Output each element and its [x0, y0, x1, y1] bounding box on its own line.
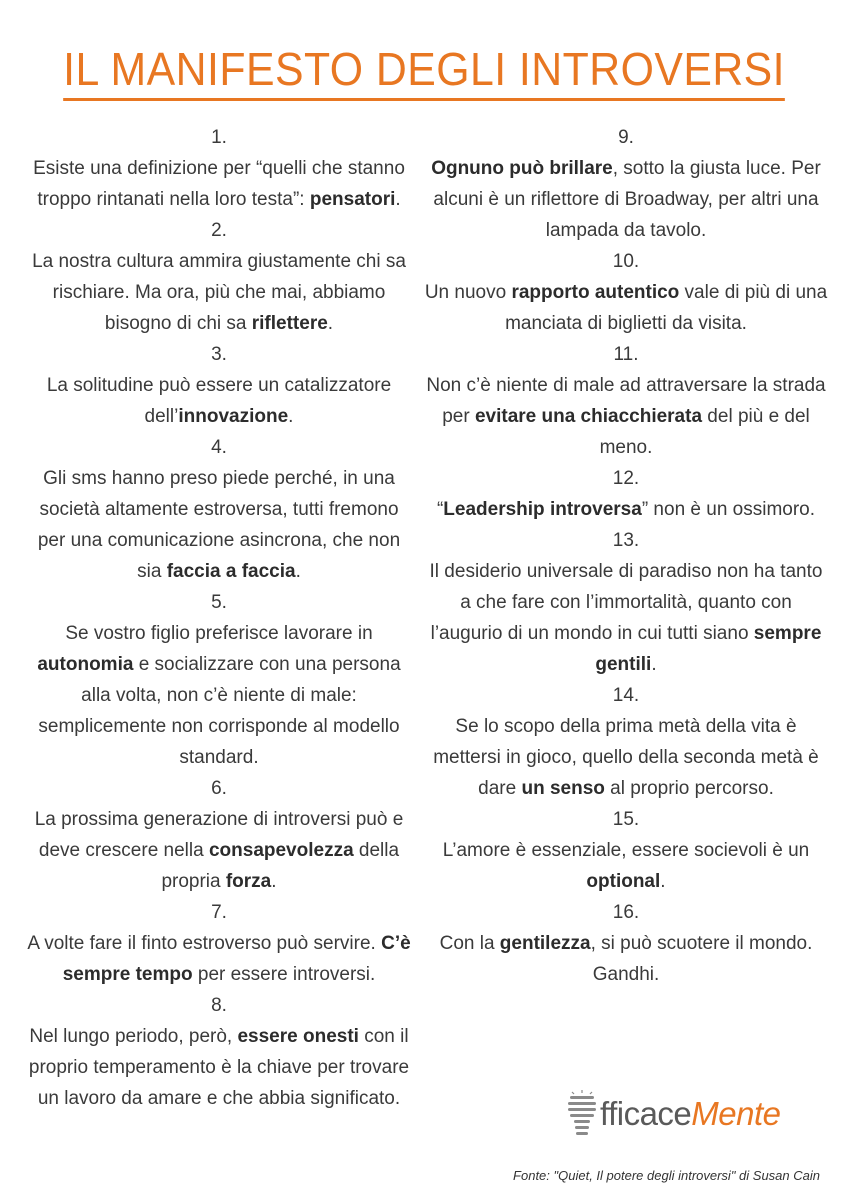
item-text-segment: al proprio percorso.	[604, 778, 774, 799]
item-text-segment: del più e del meno.	[599, 406, 810, 458]
logo-wordmark	[600, 1094, 781, 1134]
item-text-segment: A volte fare il finto estroverso può servire.	[27, 933, 382, 954]
item-text-bold: un senso	[521, 778, 605, 799]
item-text-bold: essere onesti	[237, 1026, 359, 1047]
manifesto-item	[424, 897, 828, 990]
item-text	[424, 556, 828, 680]
item-text-segment: La prossima generazione di introversi può e deve crescere nella	[34, 809, 404, 861]
item-number: 2.	[211, 220, 227, 241]
item-text-bold: pensatori	[309, 189, 396, 210]
item-text-bold: faccia a faccia	[166, 561, 296, 582]
item-text-segment: .	[651, 654, 657, 675]
item-number: 7.	[211, 902, 227, 923]
manifesto-item	[424, 804, 828, 897]
manifesto-item	[24, 432, 414, 587]
item-text-segment: .	[271, 871, 277, 892]
item-text-segment: Esiste una definizione per “quelli che stanno troppo rintanati nella loro testa”:	[33, 158, 405, 210]
item-text-bold: C’è sempre tempo	[62, 933, 411, 985]
item-text	[24, 618, 414, 773]
item-text-bold: Leadership introversa	[443, 499, 642, 520]
item-text-segment: Un nuovo	[424, 282, 512, 303]
manifesto-item	[24, 587, 414, 773]
left-column	[24, 122, 414, 1114]
source-credit: Fonte: "Quiet, Il potere degli introversi" di Susan Cain	[513, 1168, 820, 1183]
item-text-bold: rapporto autentico	[511, 282, 680, 303]
item-text	[24, 804, 414, 897]
item-text-bold: evitare una chiacchierata	[474, 406, 703, 427]
item-text-segment: .	[327, 313, 334, 334]
item-number: 14.	[612, 685, 640, 706]
item-text-bold: consapevolezza	[208, 840, 354, 861]
item-text	[24, 153, 414, 215]
item-text-bold: gentilezza	[499, 933, 591, 954]
logo-word-part1: fficace	[600, 1095, 692, 1132]
item-number: 11.	[613, 344, 639, 365]
title-container	[0, 44, 848, 101]
item-text-segment: L’amore è essenziale, essere socievoli è un	[442, 840, 810, 861]
manifesto-item	[24, 990, 414, 1114]
item-text-segment: , sotto la giusta luce. Per alcuni è un riflettore di Broadway, per altri una lampada da tavolo.	[433, 158, 821, 241]
manifesto-item	[24, 122, 414, 215]
item-text-segment: e socializzare con una persona alla volta, non c’è niente di male: semplicemente non corrisponde al modello standard.	[38, 654, 401, 768]
item-text	[24, 928, 414, 990]
item-text-segment: Se vostro figlio preferisce lavorare in	[65, 623, 373, 644]
manifesto-item	[424, 525, 828, 680]
item-text-segment: ” non è un ossimoro.	[641, 499, 816, 520]
manifesto-item	[424, 246, 828, 339]
logo-word-part2: Mente	[691, 1095, 781, 1132]
manifesto-item	[424, 680, 828, 804]
item-text-bold: innovazione	[178, 406, 289, 427]
item-text-segment: Il desiderio universale di paradiso non ha tanto a che fare con l’immortalità, quanto con l’augurio di un mondo in cui tutti siano	[429, 561, 823, 644]
item-text	[24, 246, 414, 339]
manifesto-item	[424, 463, 828, 525]
item-text	[424, 928, 828, 990]
item-text-segment: Gli sms hanno preso piede perché, in una società altamente estroversa, tutti fremono per una comunicazione asincrona, che non sia	[37, 468, 401, 582]
item-text-segment: Nel lungo periodo, però,	[29, 1026, 238, 1047]
item-text	[424, 370, 828, 463]
item-text-bold: riflettere	[251, 313, 328, 334]
item-number: 16.	[612, 902, 640, 923]
item-text	[424, 711, 828, 804]
item-number: 10.	[612, 251, 640, 272]
item-text-segment: con il proprio temperamento è la chiave per trovare un lavoro da amare e che abbia significato.	[28, 1026, 410, 1109]
page-title: IL MANIFESTO DEGLI INTROVERSI	[63, 44, 785, 101]
item-text-segment: vale di più di una manciata di biglietti da visita.	[505, 282, 828, 334]
manifesto-item	[424, 339, 828, 463]
item-text-segment: La nostra cultura ammira giustamente chi sa rischiare. Ma ora, più che mai, abbiamo bisogno di chi sa	[32, 251, 406, 334]
item-number: 8.	[211, 995, 227, 1016]
manifesto-item	[424, 122, 828, 246]
item-text	[424, 835, 828, 897]
item-number: 5.	[211, 592, 227, 613]
item-text	[424, 494, 828, 525]
item-number: 13.	[612, 530, 640, 551]
item-text-segment: Non c’è niente di male ad attraversare la strada per	[426, 375, 826, 427]
item-text-segment: Se lo scopo della prima metà della vita è mettersi in gioco, quello della seconda metà è dare	[433, 716, 819, 799]
manifesto-item	[24, 897, 414, 990]
item-text-segment: Con la	[439, 933, 500, 954]
item-number: 3.	[211, 344, 227, 365]
item-text	[24, 463, 414, 587]
efficacemente-logo	[566, 1090, 816, 1140]
item-text-segment: della propria	[161, 840, 400, 892]
item-text-segment: “	[436, 499, 444, 520]
item-number: 4.	[211, 437, 227, 458]
item-text-segment: La solitudine può essere un catalizzatore dell’	[46, 375, 392, 427]
item-number: 9.	[618, 127, 634, 148]
item-text	[424, 153, 828, 246]
item-text	[24, 370, 414, 432]
manifesto-item	[24, 215, 414, 339]
item-text-segment: .	[660, 871, 666, 892]
item-text	[424, 277, 828, 339]
item-number: 6.	[211, 778, 227, 799]
item-text-bold: optional	[586, 871, 661, 892]
item-text	[24, 1021, 414, 1114]
item-text-bold: Ognuno può brillare	[431, 158, 613, 179]
item-text-segment: .	[288, 406, 294, 427]
item-number: 12.	[612, 468, 640, 489]
item-text-segment: .	[395, 189, 401, 210]
manifesto-item	[24, 773, 414, 897]
item-text-bold: forza	[225, 871, 272, 892]
item-number: 15.	[612, 809, 640, 830]
item-number: 1.	[211, 127, 227, 148]
manifesto-item	[24, 339, 414, 432]
item-text-segment: per essere introversi.	[192, 964, 376, 985]
right-column	[424, 122, 828, 990]
item-text-segment: , si può scuotere il mondo. Gandhi.	[590, 933, 813, 985]
item-text-segment: .	[295, 561, 301, 582]
item-text-bold: autonomia	[37, 654, 134, 675]
item-text-bold: sempre gentili	[595, 623, 822, 675]
